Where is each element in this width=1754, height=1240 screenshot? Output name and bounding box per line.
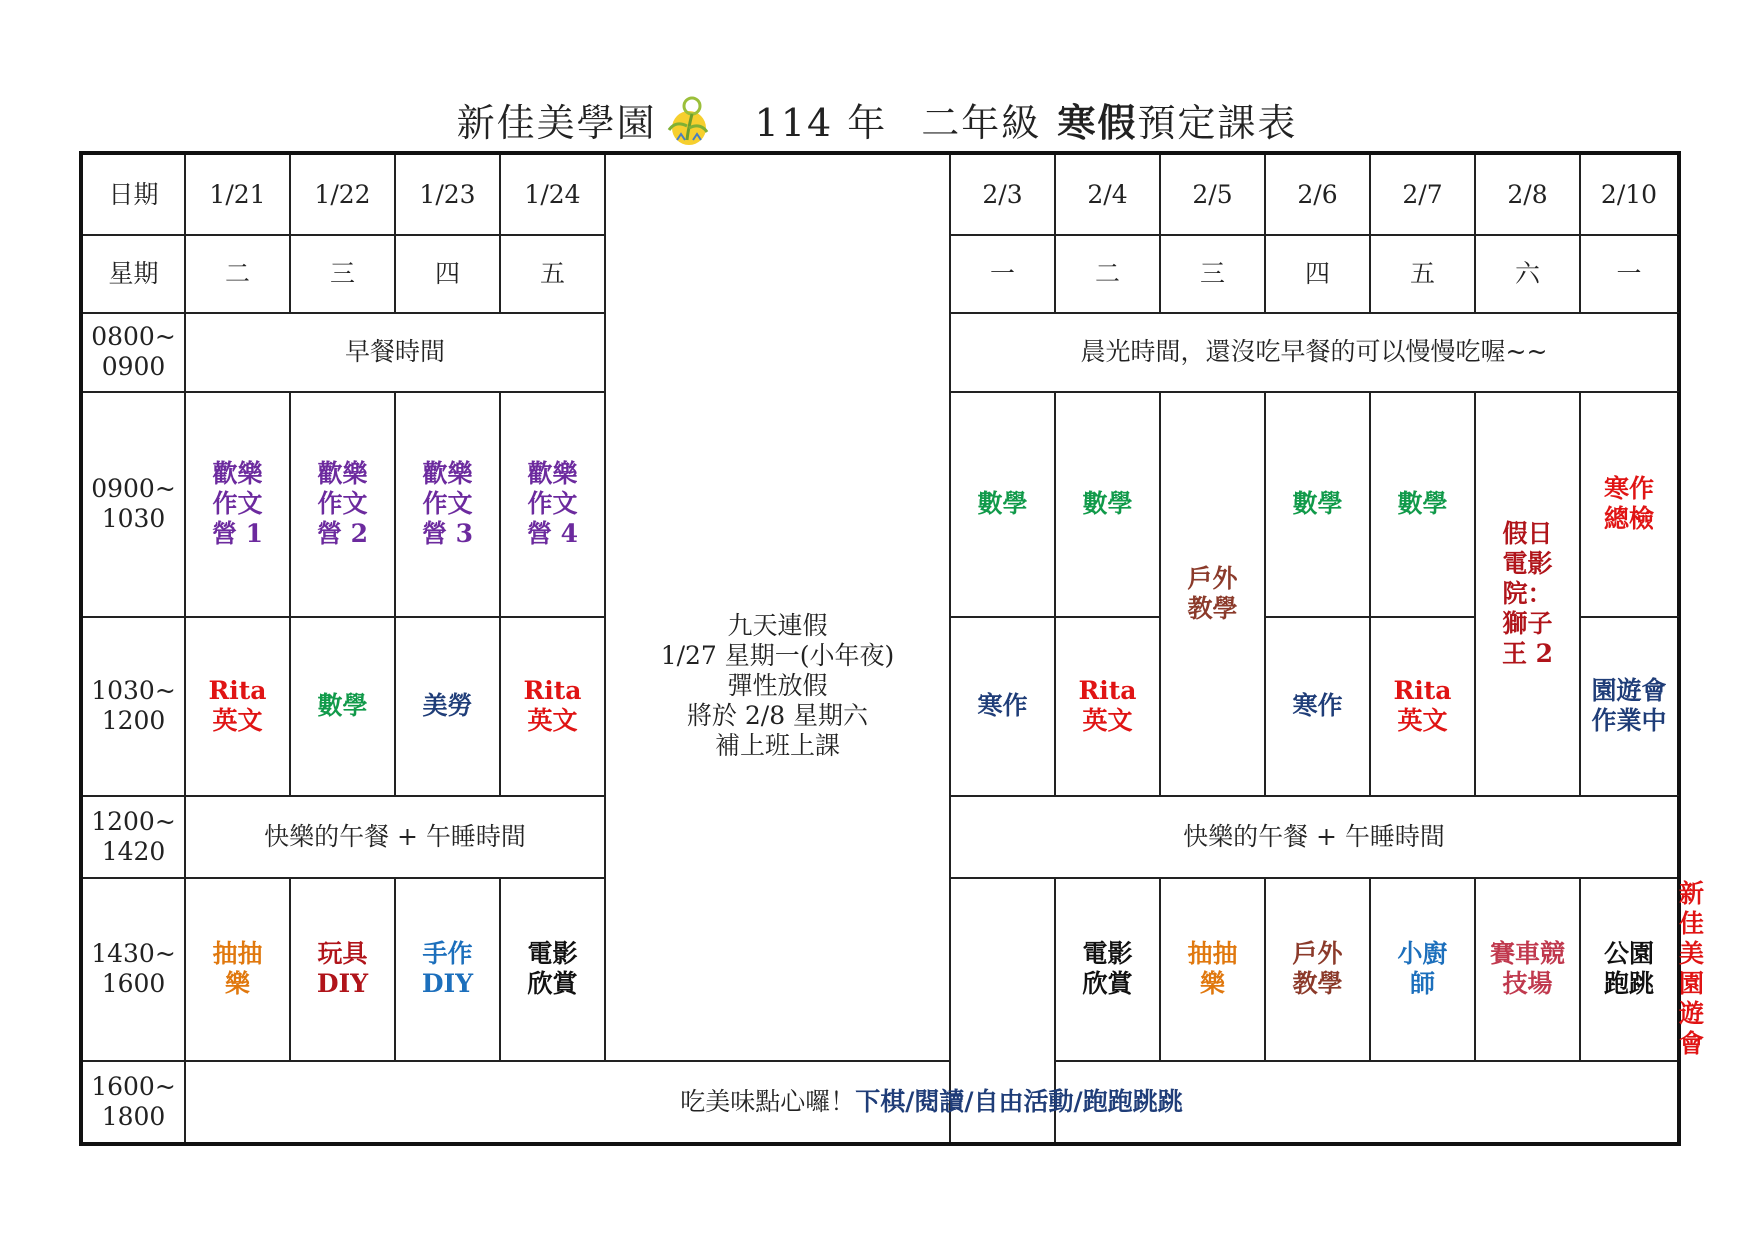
class-line: DIY bbox=[421, 969, 474, 999]
class-line: 營 2 bbox=[316, 519, 369, 549]
weekday-cell: 二 bbox=[185, 235, 290, 312]
class-line: 電影 bbox=[527, 939, 578, 969]
school-name: 新佳美學園 bbox=[456, 100, 657, 145]
class-cell bbox=[1370, 878, 1475, 1061]
class-line: 作業中 bbox=[1591, 706, 1667, 736]
morning-row bbox=[81, 313, 1679, 392]
class-line: 作文 bbox=[527, 489, 578, 519]
class-line: 假日 bbox=[1502, 518, 1553, 548]
weekday-label: 星期 bbox=[81, 235, 185, 312]
time-start: 0900~ bbox=[91, 474, 176, 504]
class-line: 手作 bbox=[422, 939, 473, 969]
time-cell bbox=[81, 392, 185, 617]
class-cell bbox=[500, 617, 605, 796]
class-line: Rita bbox=[1393, 676, 1452, 706]
class-line: 寒作 bbox=[1603, 474, 1654, 504]
class-line: 欣賞 bbox=[527, 969, 578, 999]
class-cell bbox=[1580, 878, 1678, 1061]
holiday-line: 1/27 星期一(小年夜) bbox=[660, 641, 895, 671]
weekday-cell: 五 bbox=[500, 235, 605, 312]
snack-activities: 下棋/閱讀/自由活動/跑跑跳跳 bbox=[855, 1086, 1183, 1116]
date-cell: 1/23 bbox=[395, 153, 500, 235]
holiday-line: 補上班上課 bbox=[714, 731, 840, 761]
class-cell bbox=[1160, 392, 1265, 796]
date-cell: 2/3 bbox=[950, 153, 1055, 235]
class-line: 院： bbox=[1502, 578, 1553, 608]
time-cell bbox=[81, 617, 185, 796]
class-cell: 數學 bbox=[290, 617, 395, 796]
page-title bbox=[0, 88, 1754, 150]
date-cell: 1/22 bbox=[290, 153, 395, 235]
class-line: 營 4 bbox=[526, 519, 579, 549]
time-start: 1430~ bbox=[91, 939, 176, 969]
snack-text: 吃美味點心囉！ bbox=[680, 1086, 856, 1116]
class-cell: 數學 bbox=[950, 392, 1055, 617]
class-line: 技場 bbox=[1502, 969, 1553, 999]
date-cell: 2/8 bbox=[1475, 153, 1580, 235]
class-line: 教學 bbox=[1292, 969, 1343, 999]
time-start: 1600~ bbox=[91, 1071, 176, 1101]
time-cell bbox=[81, 878, 185, 1061]
class-cell bbox=[500, 392, 605, 617]
class-line: 戶外 bbox=[1187, 563, 1238, 593]
class-cell bbox=[395, 392, 500, 617]
class-cell bbox=[1055, 878, 1160, 1061]
class-line: Rita bbox=[523, 676, 582, 706]
class-line: 跑跳 bbox=[1603, 969, 1654, 999]
class-line: 欣賞 bbox=[1082, 969, 1133, 999]
school-logo-icon bbox=[663, 92, 713, 146]
class-line: DIY bbox=[316, 969, 369, 999]
time-end: 1200 bbox=[101, 706, 166, 736]
class-line: 電影 bbox=[1502, 548, 1553, 578]
class-cell: 美勞 bbox=[395, 617, 500, 796]
class-cell bbox=[1580, 617, 1678, 796]
date-cell: 2/6 bbox=[1265, 153, 1370, 235]
snack-row bbox=[81, 1061, 1679, 1144]
class-line: 英文 bbox=[1082, 706, 1133, 736]
class-line: 抽抽 bbox=[212, 939, 263, 969]
class-cell: 新佳美 園遊會 bbox=[1678, 878, 1679, 1061]
lunch-cell: 快樂的午餐 + 午睡時間 bbox=[950, 796, 1678, 878]
holiday-line: 彈性放假 bbox=[727, 671, 828, 701]
class-line: 戶外 bbox=[1292, 939, 1343, 969]
weekday-cell: 三 bbox=[1160, 235, 1265, 312]
class-cell bbox=[1475, 878, 1580, 1061]
time-end: 0900 bbox=[101, 352, 166, 382]
time-cell bbox=[81, 1061, 185, 1144]
class-line: 總檢 bbox=[1603, 504, 1654, 534]
class-line: 作文 bbox=[212, 489, 263, 519]
time-end: 1420 bbox=[101, 836, 166, 866]
class-line: 營 3 bbox=[421, 519, 474, 549]
schedule-table bbox=[79, 151, 1705, 1146]
class-cell bbox=[1265, 878, 1370, 1061]
class-cell bbox=[500, 878, 605, 1061]
weekday-cell: 六 bbox=[1475, 235, 1580, 312]
class-line: 電影 bbox=[1082, 939, 1133, 969]
class-cell bbox=[290, 392, 395, 617]
class-cell bbox=[185, 392, 290, 617]
class-cell bbox=[185, 617, 290, 796]
time-start: 1200~ bbox=[91, 806, 176, 836]
weekday-cell: 一 bbox=[1580, 235, 1678, 312]
class-line: 王 2 bbox=[1501, 638, 1554, 668]
class-line: 公園 bbox=[1603, 939, 1654, 969]
class-line: 玩具 bbox=[317, 939, 368, 969]
lunch-cell: 快樂的午餐 + 午睡時間 bbox=[185, 796, 605, 878]
grade: 二年級 bbox=[921, 100, 1042, 145]
weekday-cell: 四 bbox=[395, 235, 500, 312]
class-cell: 數學 bbox=[1265, 392, 1370, 617]
school-year: 114 年 bbox=[754, 100, 888, 145]
class-line: Rita bbox=[1078, 676, 1137, 706]
morning-light-cell: 晨光時間，還沒吃早餐的可以慢慢吃喔~~ bbox=[950, 313, 1678, 392]
class-cell: 寒作 bbox=[1265, 617, 1370, 796]
date-cell: 2/5 bbox=[1160, 153, 1265, 235]
weekday-cell: 一 bbox=[950, 235, 1055, 312]
class-cell: 數學 bbox=[1055, 392, 1160, 617]
holiday-note bbox=[605, 313, 950, 1061]
date-row bbox=[81, 153, 1679, 235]
snack-cell bbox=[185, 1061, 1678, 1144]
class-line: 營 1 bbox=[211, 519, 264, 549]
class-line: 賽車競 bbox=[1489, 939, 1565, 969]
class-cell: 寒作 bbox=[950, 617, 1055, 796]
time-end: 1800 bbox=[101, 1101, 166, 1131]
holiday-line: 九天連假 bbox=[727, 611, 828, 641]
class-line: 英文 bbox=[1397, 706, 1448, 736]
class-cell bbox=[1580, 392, 1678, 617]
weekday-cell: 三 bbox=[290, 235, 395, 312]
holiday-blank bbox=[605, 153, 950, 313]
class-line: 抽抽 bbox=[1187, 939, 1238, 969]
date-cell: 1/21 bbox=[185, 153, 290, 235]
class-cell bbox=[395, 878, 500, 1061]
date-label: 日期 bbox=[81, 153, 185, 235]
holiday-line: 將於 2/8 星期六 bbox=[686, 701, 869, 731]
class-cell bbox=[290, 878, 395, 1061]
class-line: 樂 bbox=[224, 969, 250, 999]
time-start: 1030~ bbox=[91, 676, 176, 706]
weekday-cell: 四 bbox=[1265, 235, 1370, 312]
class-line: 歡樂 bbox=[212, 459, 263, 489]
class-cell bbox=[1370, 617, 1475, 796]
time-cell bbox=[81, 313, 185, 392]
class-cell bbox=[1475, 392, 1580, 796]
class-line: 小廚 bbox=[1397, 939, 1448, 969]
time-end: 1600 bbox=[101, 969, 166, 999]
class-line: 教學 bbox=[1187, 593, 1238, 623]
breakfast-cell: 早餐時間 bbox=[185, 313, 605, 392]
class-line: 作文 bbox=[317, 489, 368, 519]
class-line: 歡樂 bbox=[527, 459, 578, 489]
class-line: 師 bbox=[1409, 969, 1435, 999]
date-cell: 2/7 bbox=[1370, 153, 1475, 235]
date-cell: 2/10 bbox=[1580, 153, 1678, 235]
time-end: 1030 bbox=[101, 504, 166, 534]
weekday-cell: 二 bbox=[1055, 235, 1160, 312]
class-line: 歡樂 bbox=[317, 459, 368, 489]
class-line: 獅子 bbox=[1502, 608, 1553, 638]
class-cell bbox=[1055, 617, 1160, 796]
class-line: 英文 bbox=[212, 706, 263, 736]
class-cell: 數學 bbox=[1370, 392, 1475, 617]
class-line: 樂 bbox=[1199, 969, 1225, 999]
weekday-cell: 五 bbox=[1370, 235, 1475, 312]
time-start: 0800~ bbox=[91, 322, 176, 352]
class-line: 英文 bbox=[527, 706, 578, 736]
time-cell bbox=[81, 796, 185, 878]
class-line: 歡樂 bbox=[422, 459, 473, 489]
date-cell: 1/24 bbox=[500, 153, 605, 235]
title-rest: 預定課表 bbox=[1137, 100, 1298, 145]
class-line: Rita bbox=[208, 676, 267, 706]
term: 寒假 bbox=[1057, 99, 1138, 145]
class-line: 作文 bbox=[422, 489, 473, 519]
class-cell bbox=[185, 878, 290, 1061]
class-cell bbox=[1160, 878, 1265, 1061]
class-line: 園遊會 bbox=[1591, 676, 1667, 706]
date-cell: 2/4 bbox=[1055, 153, 1160, 235]
